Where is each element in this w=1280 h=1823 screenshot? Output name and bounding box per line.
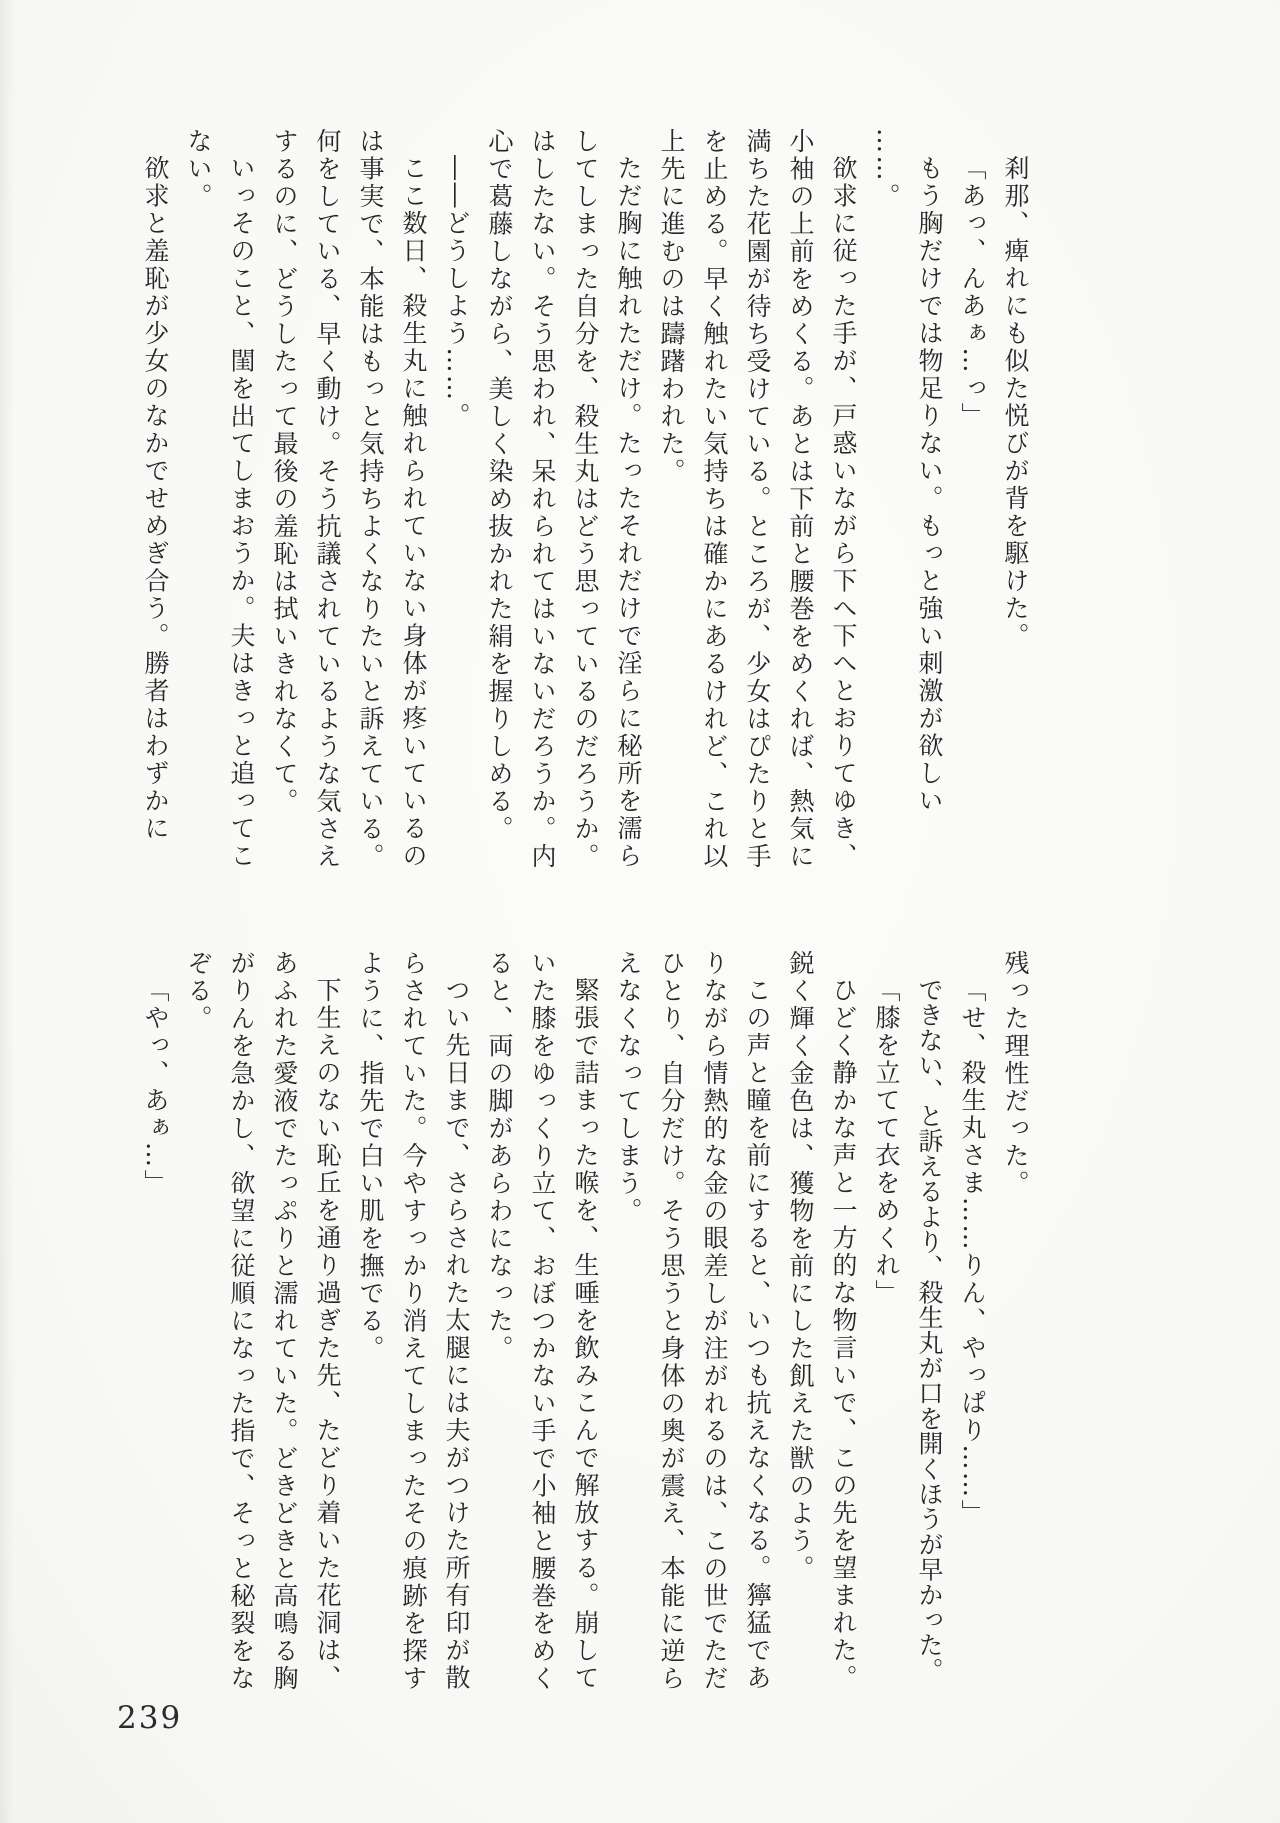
text-line: つい先日まで、さらされた太腿には夫がつけた所有印が散 [442, 977, 471, 1692]
text-line: 鋭く輝く金色は、獲物を前にした飢えた獣のよう。 [786, 950, 815, 1583]
text-line: もう胸だけでは物足りない。もっと強い刺激が欲しい [915, 155, 944, 815]
text-line: ない。 [184, 128, 213, 211]
text-line: ように、指先で白い肌を撫でる。 [356, 950, 385, 1363]
text-line: 満ちた花園が待ち受けている。ところが、少女はぴたりと手 [743, 128, 772, 871]
text-line: してしまった自分を、殺生丸はどう思っているのだろうか。 [571, 128, 600, 871]
text-line: りながら情熱的な金の眼差しが注がれるのは、この世でただ [700, 950, 729, 1693]
text-line: 「膝を立てて衣をめくれ」 [872, 977, 901, 1307]
text-line: ……。 [872, 128, 901, 211]
top-text-block [134, 128, 1037, 878]
text-line: 刹那、痺れにも似た悦びが背を駆けた。 [1001, 155, 1030, 650]
text-line: ぞる。 [184, 950, 213, 1033]
text-line: 「あっ、んあぁ…っ」 [958, 155, 987, 430]
text-line: いた膝をゆっくり立て、おぼつかない手で小袖と腰巻をめく [528, 950, 557, 1693]
text-line: できない、と訴えるより、殺生丸が口を開くほうが早かった。 [915, 977, 944, 1683]
text-line: あふれた愛液でたっぷりと濡れていた。どきどきと高鳴る胸 [270, 950, 299, 1693]
text-line: 緊張で詰まった喉を、生唾を飲みこんで解放する。崩して [571, 977, 600, 1692]
text-line: らされていた。今やすっかり消えてしまったその痕跡を探す [399, 950, 428, 1693]
text-line: するのに、どうしたって最後の羞恥は拭いきれなくて。 [270, 128, 299, 816]
text-line: 欲求と羞恥が少女のなかでせめぎ合う。勝者はわずかに [141, 155, 170, 843]
text-line: いっそのこと、閨を出てしまおうか。夫はきっと追ってこ [227, 155, 256, 870]
text-line: 「せ、殺生丸さま……りん、やっぱり……」 [958, 977, 987, 1527]
text-line: ひどく静かな声と一方的な物言いで、この先を望まれた。 [829, 977, 858, 1692]
text-line: ここ数日、殺生丸に触れられていない身体が疼いているの [399, 155, 428, 870]
text-line: この声と瞳を前にすると、いつも抗えなくなる。獰猛であ [743, 977, 772, 1692]
text-line: ると、両の脚があらわになった。 [485, 950, 514, 1363]
text-line: 心で葛藤しながら、美しく染め抜かれた絹を握りしめる。 [485, 128, 514, 843]
text-line: 下生えのない恥丘を通り過ぎた先、たどり着いた花洞は、 [313, 977, 342, 1692]
text-line: はしたない。そう思われ、呆れられてはいないだろうか。内 [528, 128, 557, 871]
text-line: がりんを急かし、欲望に従順になった指で、そっと秘裂をな [227, 950, 256, 1693]
text-line: ――どうしよう……。 [442, 155, 471, 430]
text-line: ひとり、自分だけ。そう思うと身体の奥が震え、本能に逆ら [657, 950, 686, 1693]
text-line: 「やっ、あぁ…」 [141, 977, 170, 1197]
text-line: 欲求に従った手が、戸惑いながら下へ下へとおりてゆき、 [829, 155, 858, 870]
text-line: は事実で、本能はもっと気持ちよくなりたいと訴えている。 [356, 128, 385, 871]
text-line: を止める。早く触れたい気持ちは確かにあるけれど、これ以 [700, 128, 729, 871]
text-line: ただ胸に触れただけ。たったそれだけで淫らに秘所を濡ら [614, 155, 643, 870]
text-line: 何をしている、早く動け。そう抗議されているような気さえ [313, 128, 342, 871]
text-line: 残った理性だった。 [1001, 950, 1030, 1198]
text-line: 上先に進むのは躊躇われた。 [657, 128, 686, 486]
text-line: えなくなってしまう。 [614, 950, 643, 1225]
bottom-text-block [134, 950, 1037, 1700]
text-line: 小袖の上前をめくる。あとは下前と腰巻をめくれば、熱気に [786, 128, 815, 871]
page-number: 239 [117, 1700, 183, 1736]
